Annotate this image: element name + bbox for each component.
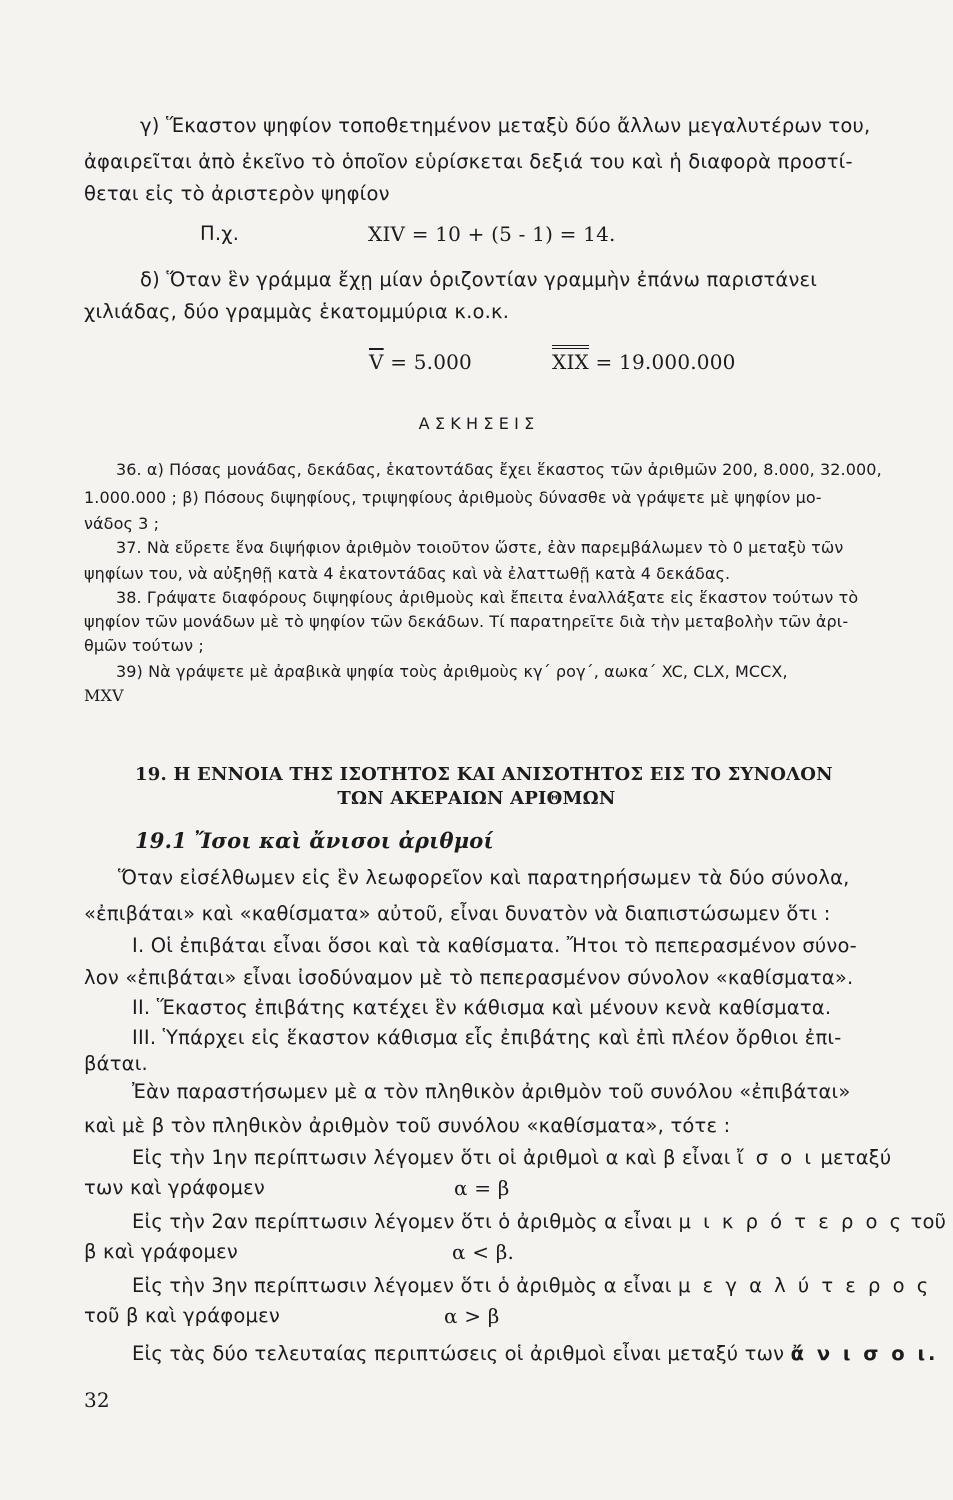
- item-d-line-1: δ) Ὅταν ἓν γράμμα ἔχῃ μίαν ὁριζοντίαν γραμμὴν ἐπάνω παριστάνει: [140, 268, 818, 291]
- paragraph-1-line-2: «ἐπιβάται» καὶ «καθίσματα» αὐτοῦ, εἶναι δυνατὸν νὰ διαπιστώσωμεν ὅτι :: [84, 902, 831, 925]
- point-iii-line-2: βάται.: [84, 1052, 148, 1075]
- exercise-38-line-1: 38. Γράψατε διαφόρους διψηφίους ἀριθμοὺς καὶ ἔπειτα ἐναλλάξατε εἰς ἕκαστον τούτων τὸ: [116, 588, 859, 607]
- exercises-title: Α Σ Κ Η Σ Ε Ι Σ: [418, 414, 535, 433]
- case-2-line-1: [132, 1210, 946, 1233]
- conclusion-keyword: ἄ ν ι σ ο ι.: [790, 1342, 939, 1365]
- exercise-37-line-1: 37. Νὰ εὕρετε ἕνα διψήφιον ἀριθμὸν τοιοῦτον ὥστε, ἐὰν παρεμβάλωμεν τὸ 0 μεταξὺ τῶν: [116, 538, 844, 557]
- case-2-line-2: β καὶ γράφομεν: [84, 1240, 238, 1263]
- exercise-39-line-2: MXV: [84, 686, 124, 705]
- case-3-line-2: τοῦ β καὶ γράφομεν: [84, 1304, 280, 1327]
- paragraph-1-line-1: Ὅταν εἰσέλθωμεν εἰς ἓν λεωφορεῖον καὶ παρατηρήσωμεν τὰ δύο σύνολα,: [118, 866, 850, 889]
- point-iii-line-1: III. Ὑπάρχει εἰς ἕκαστον κάθισμα εἷς ἐπιβάτης καὶ ἐπὶ πλέον ὄρθιοι ἐπι-: [132, 1026, 842, 1049]
- case-1-text: Εἰς τὴν 1ην περίπτωσιν λέγομεν ὅτι οἱ ἀριθμοὶ α καὶ β εἶναι: [132, 1146, 731, 1169]
- item-g-line-2: ἀφαιρεῖται ἀπὸ ἐκεῖνο τὸ ὁποῖον εὑρίσκεται δεξιά του καὶ ἡ διαφορὰ προστί-: [84, 150, 853, 173]
- case-3-text: Εἰς τὴν 3ην περίπτωσιν λέγομεν ὅτι ὁ ἀριθμὸς α εἶναι: [132, 1274, 672, 1297]
- millions-value: = 19.000.000: [588, 350, 736, 374]
- item-g-line-1: γ) Ἕκαστον ψηφίον τοποθετημένον μεταξὺ δύο ἄλλων μεγαλυτέρων του,: [140, 114, 871, 137]
- thousands-value: = 5.000: [383, 350, 472, 374]
- case-2-text: Εἰς τὴν 2αν περίπτωσιν λέγομεν ὅτι ὁ ἀριθμὸς α εἶναι: [132, 1210, 673, 1233]
- conclusion-line: [132, 1342, 938, 1365]
- point-ii-line-1: II. Ἕκαστος ἐπιβάτης κατέχει ἓν κάθισμα καὶ μένουν κενὰ καθίσματα.: [132, 996, 832, 1019]
- exercise-38-line-2: ψηφίον τῶν μονάδων μὲ τὸ ψηφίον τῶν δεκάδων. Τί παρατηρεῖτε διὰ τὴν μεταβολὴν τῶν ἀρι-: [84, 612, 849, 631]
- page-number: 32: [84, 1388, 110, 1412]
- point-i-line-2: λον «ἐπιβάται» εἶναι ἰσοδύναμον μὲ τὸ πεπερασμένον σύνολον «καθίσματα».: [84, 966, 854, 989]
- case-1-line-1: [132, 1146, 891, 1169]
- exercise-38-line-3: θμῶν τούτων ;: [84, 636, 204, 655]
- case-1-line-2: των καὶ γράφομεν: [84, 1176, 265, 1199]
- double-overlined-xix: XIX: [552, 345, 589, 374]
- item-d-line-2: χιλιάδας, δύο γραμμὰς ἑκατομμύρια κ.ο.κ.: [84, 300, 510, 323]
- case-2-formula: α < β.: [452, 1240, 515, 1264]
- item-g-line-3: θεται εἰς τὸ ἀριστερὸν ψηφίον: [84, 182, 390, 205]
- millions-example: [552, 350, 736, 374]
- exercise-36-line-3: νάδος 3 ;: [84, 514, 160, 533]
- overlined-v: $\overline{V}$: [369, 350, 384, 374]
- case-1-tail: μεταξύ: [820, 1146, 892, 1169]
- exercise-36-line-2: 1.000.000 ; β) Πόσους διψηφίους, τριψηφίους ἀριθμοὺς δύνασθε νὰ γράψετε μὲ ψηφίον μο-: [84, 488, 822, 507]
- case-2-tail: τοῦ: [910, 1210, 947, 1233]
- case-3-formula: α > β: [444, 1304, 500, 1328]
- exercise-37-line-2: ψηφίων του, νὰ αὐξηθῇ κατὰ 4 ἑκατοντάδας καὶ νὰ ἐλαττωθῇ κατὰ 4 δεκάδας.: [84, 564, 731, 583]
- example-formula: XIV = 10 + (5 - 1) = 14.: [368, 222, 616, 246]
- thousands-example: [369, 350, 472, 374]
- case-2-keyword: μ ι κ ρ ό τ ε ρ ο ς: [678, 1210, 905, 1233]
- paragraph-2-line-2: καὶ μὲ β τὸν πληθικὸν ἀριθμὸν τοῦ συνόλου «καθίσματα», τότε :: [84, 1114, 731, 1137]
- conclusion-text: Εἰς τὰς δύο τελευταίας περιπτώσεις οἱ ἀριθμοὶ εἶναι μεταξύ των: [132, 1342, 785, 1365]
- exercise-36-line-1: 36. α) Πόσας μονάδας, δεκάδας, ἑκατοντάδας ἔχει ἕκαστος τῶν ἀριθμῶν 200, 8.000, 32.000,: [116, 460, 882, 479]
- subsection-title: 19.1 Ἴσοι καὶ ἄνισοι ἀριθμοί: [135, 828, 494, 853]
- section-title-line-2: ΤΩΝ ΑΚΕΡΑΙΩΝ ΑΡΙΘΜΩΝ: [337, 788, 616, 809]
- case-3-line-1: [132, 1274, 931, 1297]
- exercise-39-line-1: 39) Νὰ γράψετε μὲ ἀραβικὰ ψηφία τοὺς ἀριθμοὺς κγ΄ ρογ΄, αωκα΄ XC, CLX, MCCX,: [116, 662, 788, 681]
- case-1-keyword: ἴ σ ο ι: [736, 1146, 815, 1169]
- section-title-line-1: 19. Η ΕΝΝΟΙΑ ΤΗΣ ΙΣΟΤΗΤΟΣ ΚΑΙ ΑΝΙΣΟΤΗΤΟΣ ΕΙΣ ΤΟ ΣΥΝΟΛΟΝ: [135, 764, 833, 785]
- point-i-line-1: I. Οἱ ἐπιβάται εἶναι ὅσοι καὶ τὰ καθίσματα. Ἤτοι τὸ πεπερασμένον σύνο-: [132, 934, 857, 957]
- paragraph-2-line-1: Ἐὰν παραστήσωμεν μὲ α τὸν πληθικὸν ἀριθμὸν τοῦ συνόλου «ἐπιβάται»: [132, 1080, 851, 1103]
- example-label: Π.χ.: [200, 222, 240, 245]
- case-1-formula: α = β: [454, 1176, 510, 1200]
- case-3-keyword: μ ε γ α λ ύ τ ε ρ ο ς: [678, 1274, 932, 1297]
